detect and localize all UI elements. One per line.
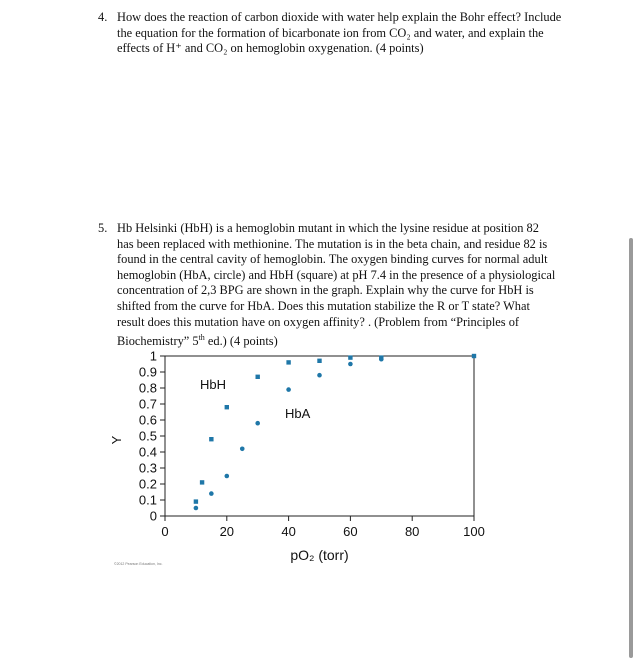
question-5-line: Biochemistry” 5th ed.) (4 points)	[117, 333, 278, 349]
y-tick-label: 0.2	[138, 476, 157, 492]
question-4-line: the equation for the formation of bicarbonate ion from CO₂ and water, and explain the	[117, 25, 544, 40]
x-tick-label: 0	[161, 524, 169, 539]
hbh-data-point	[225, 405, 229, 409]
hba-data-point	[379, 357, 384, 362]
question-5-number: 5.	[98, 221, 108, 235]
x-tick-label: 20	[219, 524, 235, 539]
y-tick-label: 0.7	[138, 396, 157, 412]
x-axis-label: pO₂ (torr)	[290, 547, 349, 563]
y-tick-label: 0.6	[138, 412, 157, 428]
hba-data-point	[209, 491, 214, 496]
question-5-line: hemoglobin (HbA, circle) and HbH (square) at pH 7.4 in the presence of a physiological	[117, 267, 556, 282]
question-4-number: 4.	[98, 10, 108, 24]
hbh-data-point	[200, 480, 204, 484]
y-tick-label: 0.9	[138, 364, 157, 380]
x-tick-label: 60	[343, 524, 358, 539]
question-5-line: result does this mutation have on oxygen affinity? . (Problem from “Principles of	[117, 314, 520, 329]
hba-data-point	[317, 373, 322, 378]
edition-superscript: th	[198, 333, 205, 343]
hbh-data-point	[317, 359, 321, 363]
hbh-series-label: HbH	[200, 377, 227, 392]
y-tick-label: 0.1	[138, 492, 157, 508]
y-tick-label: 0.3	[138, 460, 157, 476]
y-tick-label: 0.5	[138, 428, 157, 444]
y-axis-label: Y	[109, 435, 124, 445]
question-5-line: concentration of 2,3 BPG are shown in the graph. Explain why the curve for HbH is	[117, 283, 534, 298]
hba-data-point	[286, 387, 291, 392]
hbh-data-point	[348, 355, 352, 359]
hba-series-label: HbA	[285, 406, 311, 421]
question-4-line: effects of H⁺ and CO₂ on hemoglobin oxygenation. (4 points)	[117, 41, 424, 56]
hbh-data-point	[194, 499, 198, 503]
y-tick-label: 0	[149, 508, 157, 524]
hbh-data-point	[286, 360, 290, 364]
hba-data-point	[240, 447, 245, 452]
hbh-data-point	[209, 437, 213, 441]
hba-data-point	[255, 421, 260, 426]
question-4-line: How does the reaction of carbon dioxide with water help explain the Bohr effect? Include	[117, 10, 562, 24]
hbh-data-point	[256, 375, 260, 379]
question-5-line: has been replaced with methionine. The mutation is in the beta chain, and residue 82 is	[117, 236, 548, 251]
question-5-line: shifted from the curve for HbA. Does this mutation stabilize the R or T state? What	[117, 298, 530, 313]
x-tick-label: 100	[463, 524, 485, 539]
vertical-scrollbar[interactable]	[629, 238, 633, 658]
hba-data-point	[225, 474, 230, 479]
y-tick-label: 0.4	[138, 444, 157, 460]
y-tick-label: 0.8	[138, 380, 157, 396]
x-tick-label: 40	[281, 524, 296, 539]
question-5-line: found in the central cavity of hemoglobin. The oxygen binding curves for normal adult	[117, 252, 548, 267]
copyright-notice: ©2012 Pearson Education, Inc.	[114, 562, 163, 566]
hba-data-point	[194, 506, 199, 511]
question-5-line: Hb Helsinki (HbH) is a hemoglobin mutant in which the lysine residue at position 82	[117, 221, 539, 235]
y-tick-label: 1	[149, 348, 157, 364]
hbh-data-point	[472, 354, 476, 358]
x-tick-label: 80	[404, 524, 420, 539]
hba-data-point	[348, 362, 353, 367]
